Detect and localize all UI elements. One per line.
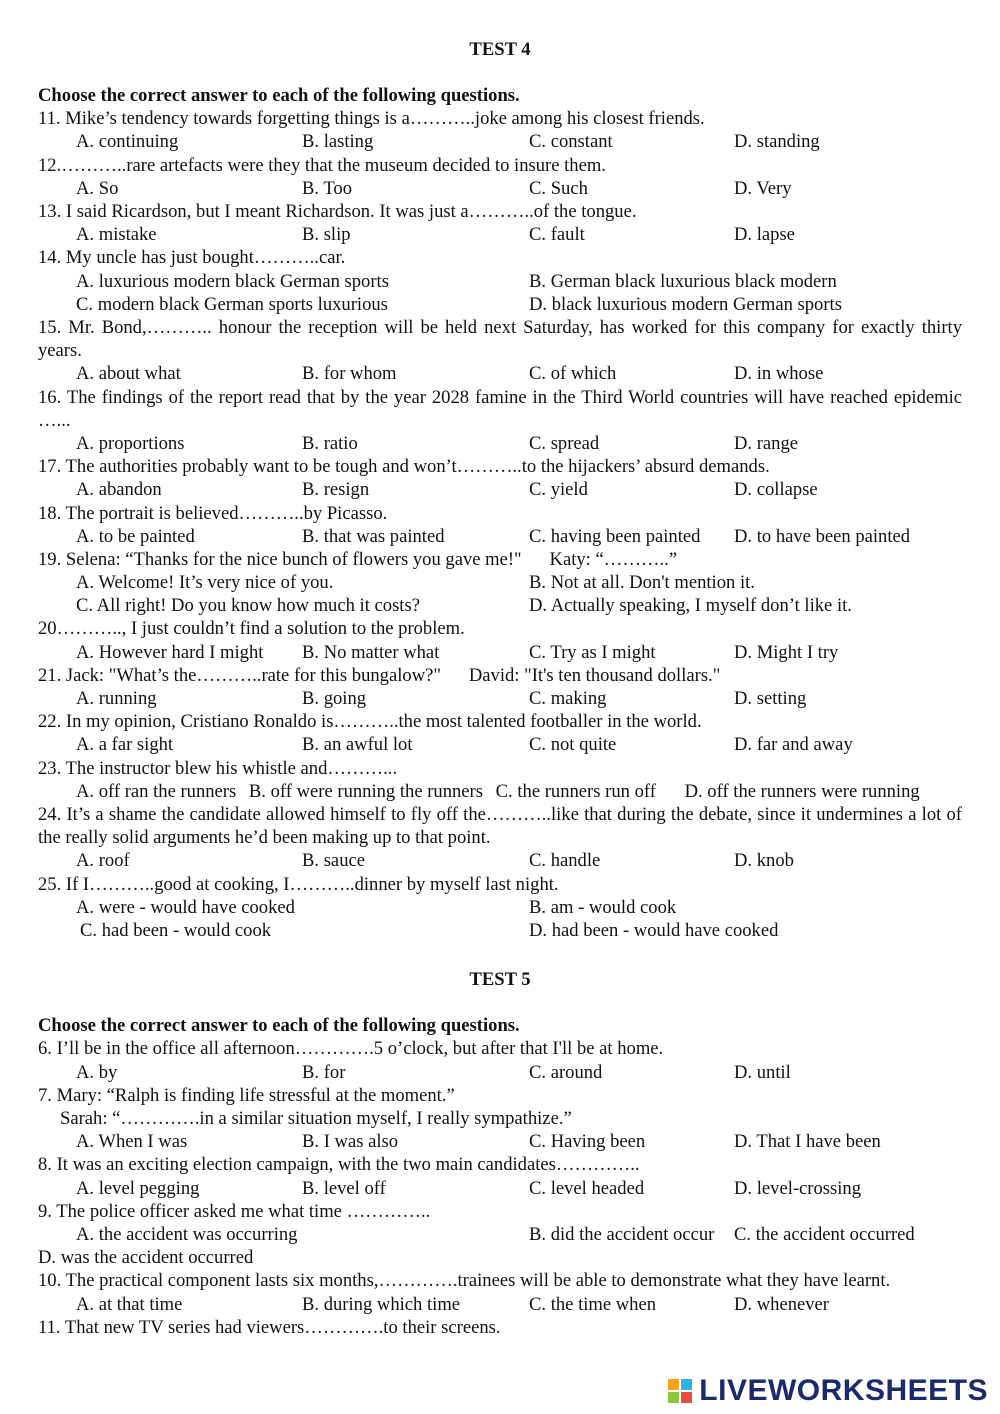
question-9-text: 9. The police officer asked me what time ………….. (38, 1200, 431, 1222)
option-a[interactable]: A. level pegging (76, 1177, 200, 1199)
question-15-text: 15. Mr. Bond,……….. honour the reception will be held next Saturday, has worked for this company for exactly thirty years. (38, 316, 962, 362)
test5-title: TEST 5 (469, 969, 531, 991)
option-a[interactable]: A. a far sight (76, 734, 174, 756)
option-b[interactable]: B. lasting (302, 131, 374, 153)
question-14-options-row2 (38, 293, 962, 316)
option-d[interactable]: D. collapse (734, 479, 818, 501)
liveworksheets-logo-text: LIVEWORKSHEETS (699, 1374, 988, 1407)
question-16-text: 16. The findings of the report read that by the year 2028 famine in the Third World countries will have reached epidemic …... (38, 386, 962, 431)
option-b[interactable]: B. an awful lot (302, 734, 413, 756)
liveworksheets-logo (667, 1374, 988, 1408)
question-12-options (38, 177, 962, 200)
option-b[interactable]: B. ratio (302, 432, 358, 454)
option-a[interactable]: A. abandon (76, 479, 162, 501)
option-a[interactable]: A. at that time (76, 1293, 183, 1315)
option-d[interactable]: D. far and away (734, 734, 853, 756)
question-11-text: 11. Mike’s tendency towards forgetting things is a………..joke among his closest friends. (38, 108, 705, 130)
question-8-options (38, 1177, 962, 1200)
question-11-options (38, 130, 962, 153)
option-a[interactable]: A. off ran the runners (76, 780, 237, 802)
option-c[interactable]: C. the accident occurred (734, 1224, 915, 1245)
question-20-options (38, 641, 962, 664)
question-23-options (38, 780, 962, 803)
option-a[interactable]: A. So (76, 177, 119, 199)
option-c[interactable]: C. Having been (529, 1131, 646, 1153)
option-a[interactable]: A. the accident was occurring (76, 1224, 298, 1245)
option-c[interactable]: C. making (529, 688, 607, 710)
option-d[interactable]: D. knob (734, 850, 794, 872)
option-c[interactable]: C. having been painted (529, 525, 701, 547)
option-b[interactable]: B. going (302, 688, 367, 710)
test4-title: TEST 4 (469, 39, 531, 60)
question-8-text: 8. It was an exciting election campaign, with the two main candidates………….. (38, 1154, 640, 1176)
option-c[interactable]: C. Such (529, 177, 588, 199)
question-9-option-d[interactable]: D. was the accident occurred (38, 1247, 254, 1269)
option-b[interactable]: B. slip (302, 224, 351, 246)
option-a[interactable]: A. proportions (76, 432, 185, 454)
option-a[interactable]: A. continuing (76, 131, 179, 153)
question-21-text: 21. Jack: "What’s the………..rate for this bungalow?" David: "It's ten thousand dollars." (38, 664, 721, 686)
option-a[interactable]: A. luxurious modern black German sports (76, 270, 389, 292)
question-7-options (38, 1130, 962, 1153)
question-19-text: 19. Selena: “Thanks for the nice bunch of flowers you gave me!" Katy: “………..” (38, 548, 678, 570)
option-c[interactable]: C. constant (529, 131, 613, 153)
option-c[interactable]: C. had been - would cook (80, 920, 272, 942)
question-17-text: 17. The authorities probably want to be tough and won’t………..to the hijackers’ absurd demands. (38, 456, 770, 478)
option-a[interactable]: A. by (76, 1061, 118, 1083)
option-d[interactable]: D. Might I try (734, 641, 839, 663)
option-b[interactable]: B. for (302, 1061, 346, 1083)
option-a[interactable]: A. When I was (76, 1131, 188, 1153)
question-16-options (38, 432, 962, 455)
question-19-options-row1 (38, 571, 962, 594)
question-13-options (38, 223, 962, 246)
option-b[interactable]: B. off were running the runners (248, 780, 483, 802)
option-b[interactable]: B. for whom (302, 363, 397, 385)
test5-instruction: Choose the correct answer to each of the following questions. (38, 1015, 520, 1037)
question-25-options-row2 (38, 919, 962, 942)
option-c[interactable]: C. handle (529, 850, 601, 872)
option-a[interactable]: A. Welcome! It’s very nice of you. (76, 572, 334, 594)
option-d[interactable]: D. setting (734, 688, 807, 710)
option-d[interactable]: D. had been - would have cooked (529, 920, 779, 942)
question-14-text: 14. My uncle has just bought………..car. (38, 247, 346, 269)
option-d[interactable]: D. to have been painted (734, 525, 911, 547)
question-24-text: 24. It’s a shame the candidate allowed himself to fly off the………..like that during the debate, since it undermines a lot of the really solid arguments he’d been making up to that point. (38, 804, 962, 849)
option-a[interactable]: A. However hard I might (76, 641, 264, 663)
option-c[interactable]: C. All right! Do you know how much it costs? (76, 595, 420, 617)
option-a[interactable]: A. to be painted (76, 525, 195, 547)
option-d[interactable]: D. Very (734, 177, 792, 199)
question-12-text: 12.………..rare artefacts were they that the museum decided to insure them. (38, 154, 606, 176)
option-b[interactable]: B. resign (302, 479, 370, 501)
option-b[interactable]: B. Not at all. Don't mention it. (529, 572, 755, 594)
option-c[interactable]: C. the time when (529, 1293, 657, 1315)
question-24-options (38, 849, 962, 872)
question-17-options (38, 478, 962, 501)
question-23-text: 23. The instructor blew his whistle and………... (38, 757, 398, 779)
option-d[interactable]: D. black luxurious modern German sports (529, 293, 842, 315)
question-20-text: 20……….., I just couldn’t find a solution to the problem. (38, 618, 465, 640)
option-b[interactable]: B. I was also (302, 1131, 399, 1153)
option-c[interactable]: C. around (529, 1061, 603, 1083)
option-c[interactable]: C. spread (529, 432, 600, 454)
option-b[interactable]: B. am - would cook (529, 896, 677, 918)
option-c[interactable]: C. not quite (529, 734, 617, 756)
option-b[interactable]: B. during which time (302, 1293, 461, 1315)
option-b[interactable]: B. No matter what (302, 641, 440, 663)
question-18-options (38, 525, 962, 548)
option-c[interactable]: C. yield (529, 479, 588, 501)
option-d[interactable]: D. Actually speaking, I myself don’t like it. (529, 595, 852, 617)
question-14-options-row1 (38, 270, 962, 293)
option-a[interactable]: A. roof (76, 850, 130, 872)
question-22-options (38, 733, 962, 756)
option-d[interactable]: D. in whose (734, 363, 824, 385)
option-b[interactable]: B. level off (302, 1177, 386, 1199)
option-d[interactable]: D. until (734, 1061, 791, 1083)
option-d[interactable]: D. off the runners were running (684, 780, 920, 802)
option-a[interactable]: A. were - would have cooked (76, 896, 295, 918)
question-9-options-row1 (38, 1223, 962, 1246)
question-25-options-row1 (38, 896, 962, 919)
question-13-text: 13. I said Ricardson, but I meant Richardson. It was just a………..of the tongue. (38, 200, 637, 222)
option-b[interactable]: B. Too (302, 177, 353, 199)
question-19-options-row2 (38, 594, 962, 617)
question-18-text: 18. The portrait is believed………..by Picasso. (38, 502, 388, 524)
question-22-text: 22. In my opinion, Cristiano Ronaldo is………..the most talented footballer in the world. (38, 711, 702, 733)
option-c[interactable]: C. modern black German sports luxurious (76, 293, 388, 315)
question-7-text: 7. Mary: “Ralph is finding life stressful at the moment.” (38, 1084, 455, 1106)
liveworksheets-logo-icon (667, 1378, 693, 1404)
question-6-text: 6. I’ll be in the office all afternoon………….5 o’clock, but after that I'll be at home. (38, 1038, 664, 1060)
option-a[interactable]: A. mistake (76, 224, 157, 246)
question-15-options (38, 362, 962, 385)
question-6-options (38, 1061, 962, 1084)
test4-instruction: Choose the correct answer to each of the following questions. (38, 85, 520, 106)
option-d[interactable]: D. standing (734, 131, 820, 153)
option-c[interactable]: C. of which (529, 363, 617, 385)
option-a[interactable]: A. running (76, 688, 157, 710)
option-d[interactable]: D. lapse (734, 224, 795, 246)
worksheet-page (38, 36, 962, 1339)
option-c[interactable]: C. fault (529, 224, 585, 246)
question-7-text-line2: Sarah: “………….in a similar situation myself, I really sympathize.” (60, 1108, 572, 1130)
option-a[interactable]: A. about what (76, 363, 181, 385)
question-11-text: 11. That new TV series had viewers………….to their screens. (38, 1316, 501, 1338)
option-d[interactable]: D. That I have been (734, 1131, 881, 1153)
question-25-text: 25. If I………..good at cooking, I………..dinner by myself last night. (38, 873, 559, 895)
option-c[interactable]: C. level headed (529, 1177, 645, 1199)
option-b[interactable]: B. did the accident occur (529, 1224, 715, 1245)
option-c[interactable]: C. Try as I might (529, 641, 656, 663)
option-d[interactable]: D. level-crossing (734, 1177, 862, 1199)
question-10-text: 10. The practical component lasts six months,………….trainees will be able to demonstrate what they have learnt. (38, 1270, 891, 1292)
option-b[interactable]: B. German black luxurious black modern (529, 270, 837, 292)
option-c[interactable]: C. the runners run off (495, 780, 656, 802)
option-d[interactable]: D. whenever (734, 1293, 829, 1315)
option-d[interactable]: D. range (734, 432, 799, 454)
question-21-options (38, 687, 962, 710)
option-b[interactable]: B. sauce (302, 850, 365, 872)
question-10-options (38, 1293, 962, 1316)
option-b[interactable]: B. that was painted (302, 525, 445, 547)
